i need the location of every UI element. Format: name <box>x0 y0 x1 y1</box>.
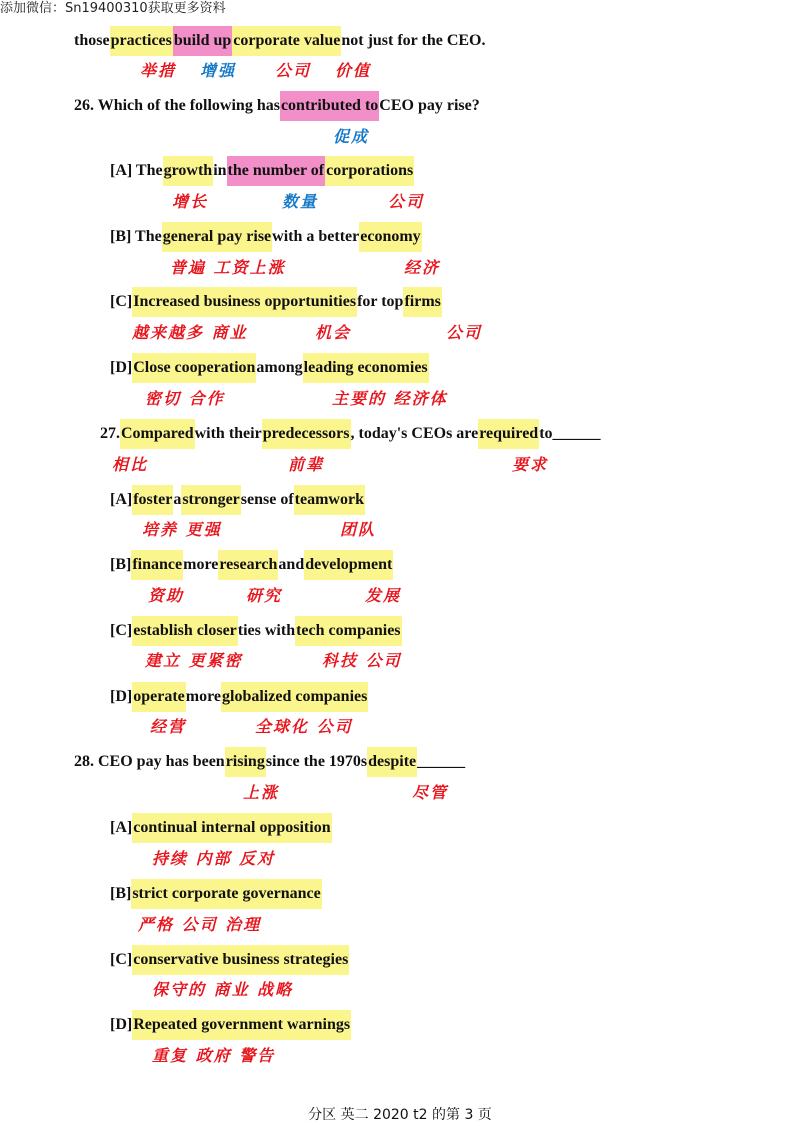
highlighted-phrase: continual internal opposition <box>132 813 331 843</box>
chinese-gloss: 相比 <box>112 455 149 474</box>
text-segment: with their <box>194 425 262 442</box>
text-segment: among <box>256 359 303 376</box>
highlighted-phrase: operate <box>132 682 186 712</box>
chinese-gloss: 全球化 公司 <box>255 717 353 736</box>
text-segment: since the 1970s <box>265 753 368 770</box>
text-segment: 26. Which of the following has <box>74 97 280 114</box>
question-line <box>74 26 486 56</box>
chinese-gloss: 研究 <box>246 586 283 605</box>
highlighted-phrase: build up <box>173 26 232 56</box>
highlighted-phrase: general pay rise <box>162 222 272 252</box>
chinese-gloss: 密切 合作 <box>145 389 225 408</box>
text-segment: ______ <box>417 753 466 770</box>
text-segment: CEO pay rise? <box>379 97 480 114</box>
highlighted-phrase: rising <box>225 747 266 777</box>
highlighted-phrase: tech companies <box>295 616 401 646</box>
highlighted-phrase: contributed to <box>280 91 379 121</box>
question-line <box>110 222 422 252</box>
highlighted-phrase: the number of <box>227 156 326 186</box>
text-segment: with a better <box>272 228 360 245</box>
chinese-gloss: 建立 更紧密 <box>145 651 243 670</box>
chinese-gloss: 发展 <box>365 586 402 605</box>
highlighted-phrase: economy <box>359 222 421 252</box>
text-segment: [B] <box>110 885 132 902</box>
page-footer: 分区 英二 2020 t2 的第 3 页 <box>308 1107 492 1123</box>
chinese-gloss: 主要的 经济体 <box>332 389 448 408</box>
text-segment: in <box>213 162 227 179</box>
text-segment: more <box>185 688 221 705</box>
text-segment: [B] <box>110 556 132 573</box>
chinese-gloss: 促成 <box>333 127 370 146</box>
chinese-gloss: 越来越多 商业 <box>132 323 248 342</box>
question-line <box>110 616 402 646</box>
text-segment: [A] <box>110 491 133 508</box>
chinese-gloss: 前辈 <box>288 455 325 474</box>
text-segment: [D] <box>110 359 133 376</box>
highlighted-phrase: finance <box>131 550 183 580</box>
chinese-gloss: 机会 <box>315 323 352 342</box>
text-segment: 28. CEO pay has been <box>74 753 225 770</box>
text-segment: those <box>74 32 110 49</box>
text-segment: [C] <box>110 293 133 310</box>
highlighted-phrase: Compared <box>120 419 195 449</box>
highlighted-phrase: conservative business strategies <box>132 945 349 975</box>
question-line <box>110 879 322 909</box>
chinese-gloss: 尽管 <box>412 783 449 802</box>
highlighted-phrase: Repeated government warnings <box>132 1010 351 1040</box>
chinese-gloss: 公司 <box>388 192 425 211</box>
chinese-gloss: 上涨 <box>243 783 280 802</box>
highlighted-phrase: globalized companies <box>221 682 368 712</box>
chinese-gloss: 团队 <box>340 520 377 539</box>
chinese-gloss: 增强 <box>200 61 237 80</box>
question-line <box>110 945 349 975</box>
chinese-gloss: 要求 <box>512 455 549 474</box>
question-line <box>100 419 601 449</box>
highlighted-phrase: despite <box>367 747 417 777</box>
text-segment: to______ <box>539 425 601 442</box>
text-segment: 27. <box>100 425 120 442</box>
highlighted-phrase: stronger <box>181 485 240 515</box>
highlighted-phrase: Close cooperation <box>132 353 256 383</box>
chinese-gloss: 经营 <box>150 717 187 736</box>
highlighted-phrase: growth <box>163 156 214 186</box>
text-segment: not just for the CEO. <box>341 32 486 49</box>
chinese-gloss: 严格 公司 治理 <box>138 915 262 934</box>
question-line <box>110 813 332 843</box>
chinese-gloss: 公司 <box>275 61 312 80</box>
text-segment: [C] <box>110 622 133 639</box>
highlighted-phrase: leading economies <box>303 353 429 383</box>
text-segment: for top <box>357 293 404 310</box>
chinese-gloss: 增长 <box>172 192 209 211</box>
chinese-gloss: 普遍 工资上涨 <box>170 258 286 277</box>
highlighted-phrase: development <box>304 550 393 580</box>
chinese-gloss: 数量 <box>282 192 319 211</box>
text-segment: ties with <box>237 622 296 639</box>
highlighted-phrase: practices <box>110 26 173 56</box>
question-line <box>110 1010 351 1040</box>
highlighted-phrase: firms <box>403 287 441 317</box>
text-segment: sense of <box>240 491 294 508</box>
question-line <box>74 91 480 121</box>
text-segment: [C] <box>110 951 133 968</box>
text-segment: [D] <box>110 1016 133 1033</box>
highlighted-phrase: teamwork <box>294 485 365 515</box>
chinese-gloss: 经济 <box>404 258 441 277</box>
chinese-gloss: 持续 内部 反对 <box>152 849 276 868</box>
text-segment: [A] The <box>110 162 163 179</box>
chinese-gloss: 重复 政府 警告 <box>152 1046 276 1065</box>
text-segment: [D] <box>110 688 133 705</box>
question-line <box>110 156 414 186</box>
highlighted-phrase: corporations <box>325 156 414 186</box>
chinese-gloss: 公司 <box>446 323 483 342</box>
text-segment: , today's CEOs are <box>350 425 479 442</box>
text-segment: [B] The <box>110 228 162 245</box>
question-line <box>110 287 442 317</box>
chinese-gloss: 科技 公司 <box>322 651 402 670</box>
question-line <box>110 682 368 712</box>
highlighted-phrase: research <box>218 550 278 580</box>
highlighted-phrase: Increased business opportunities <box>132 287 357 317</box>
highlighted-phrase: predecessors <box>262 419 351 449</box>
chinese-gloss: 价值 <box>335 61 372 80</box>
highlighted-phrase: establish closer <box>132 616 238 646</box>
text-segment: and <box>278 556 305 573</box>
question-line <box>110 550 393 580</box>
highlighted-phrase: strict corporate governance <box>131 879 321 909</box>
watermark-text: 添加微信：Sn19400310获取更多资料 <box>0 1 226 16</box>
text-segment: more <box>183 556 219 573</box>
text-segment: a <box>173 491 182 508</box>
question-line <box>110 353 429 383</box>
chinese-gloss: 举措 <box>140 61 177 80</box>
highlighted-phrase: required <box>478 419 539 449</box>
chinese-gloss: 保守的 商业 战略 <box>152 980 294 999</box>
highlighted-phrase: foster <box>132 485 173 515</box>
question-line <box>110 485 365 515</box>
question-line <box>74 747 465 777</box>
highlighted-phrase: corporate value <box>232 26 341 56</box>
chinese-gloss: 资助 <box>148 586 185 605</box>
text-segment: [A] <box>110 819 133 836</box>
chinese-gloss: 培养 更强 <box>142 520 222 539</box>
